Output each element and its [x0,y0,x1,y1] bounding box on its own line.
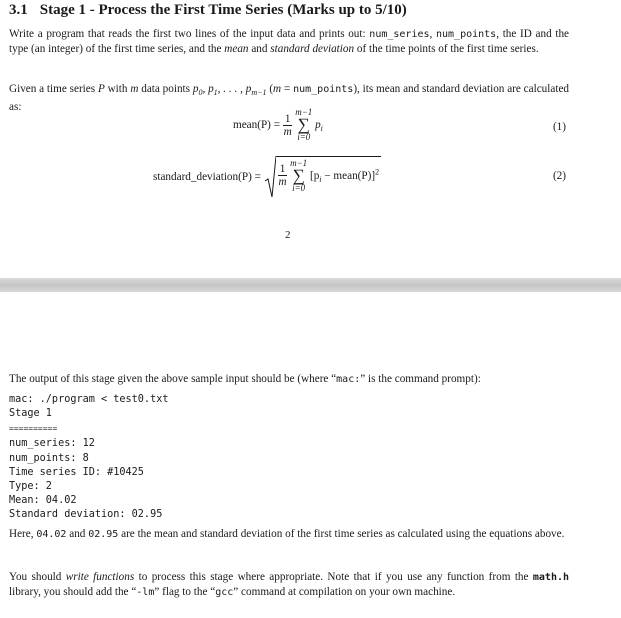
code-gcc: gcc [215,587,234,599]
term-p: p [315,119,321,131]
terminal-line: num_series: 12 [9,438,95,450]
terminal-line: Standard deviation: 02.95 [9,509,163,521]
var-P: P [97,83,105,95]
given-text: ( [266,83,274,95]
given-text: = [281,83,294,95]
terminal-output [9,393,168,523]
page-number: 2 [285,229,291,241]
emphasis-mean: mean [224,43,249,56]
equation-std [153,155,381,199]
terminal-line: mac: ./program < test0.txt [9,394,169,405]
points-list: $p_0$, $p_1$, . . . , $p_{m-1}$ [192,83,267,98]
equation-number-1: (1) [552,121,566,133]
section-heading [9,2,407,19]
intro-text: Write a program that reads the first two lines of the input data and prints out: [9,28,370,40]
code-std-value: 02.95 [88,529,119,540]
given-text: ), its mean and standard deviation are calculated as: [9,83,570,114]
emphasis-write-functions: write functions [65,571,135,583]
equation-mean: mean(P) = $\frac{1}{m}$ m−1 ∑ i=0 $p_i$ [233,107,323,142]
code-num-points: num_points [293,84,354,95]
code-math-h: math.h [532,572,570,583]
terminal-line: Time series ID: #10425 [9,466,144,478]
terminal-line: num_points: 8 [9,452,89,464]
intro-text: , [429,28,436,40]
equation-number-2: (2) [552,170,566,182]
given-text: data points [138,83,193,95]
var-m: m [273,83,282,95]
page-separator [0,278,621,292]
mean-lhs: mean(P) = [233,119,281,131]
output-intro-paragraph: The output of this stage given the above sample input should be (where “mac:” is the command prompt): [9,373,481,385]
var-m: m [130,83,139,95]
code-lm-flag: -lm [136,587,155,599]
std-lhs: standard_deviation(P) = [153,171,261,183]
terminal-line: Stage 1 [9,408,52,420]
terminal-line: ========== [9,424,58,434]
emphasis-std: standard deviation [270,43,355,56]
code-num-series: num_series [369,29,430,40]
given-text: with [104,83,131,95]
fraction: $\frac{1}{m}$ [283,112,292,138]
terminal-line: Type: 2 [9,481,52,493]
given-text: Given a time series [9,83,98,95]
std-term: [$p_i$ − mean(P)]$^2$ [309,167,380,184]
code-mean-value: 04.02 [36,529,67,540]
advice-paragraph: You should write functions to process this stage where appropriate. Note that if you use any function from the math.h library, you should add the “-lm” flag to the “gcc” command at compilation on your own machine. [9,571,570,599]
sum-symbol: m−1 ∑ i=0 [290,157,308,193]
section-title: Stage 1 - Process the First Time Series (Marks up to 5/10) [39,2,407,18]
fraction: $\frac{1}{m}$ [278,163,287,188]
page-upper [0,0,621,278]
explanation-paragraph: Here, 04.02 and 02.95 are the mean and standard deviation of the first time series as calculated using the equations above. [9,528,565,540]
intro-text: , the ID and the type (an integer) of the first time series, and the [9,28,570,56]
radical-icon [264,155,276,199]
intro-text: and [248,43,271,56]
page-lower [0,292,621,618]
sqrt-symbol [264,155,381,199]
code-num-points: num_points [436,29,497,40]
code-prompt: mac: [336,374,361,385]
intro-text: of the time points of the first time series. [354,43,539,56]
terminal-line: Mean: 04.02 [9,495,77,507]
intro-paragraph [9,27,569,56]
section-number: 3.1 [9,2,28,18]
sum-symbol: m−1 ∑ i=0 [295,107,313,142]
